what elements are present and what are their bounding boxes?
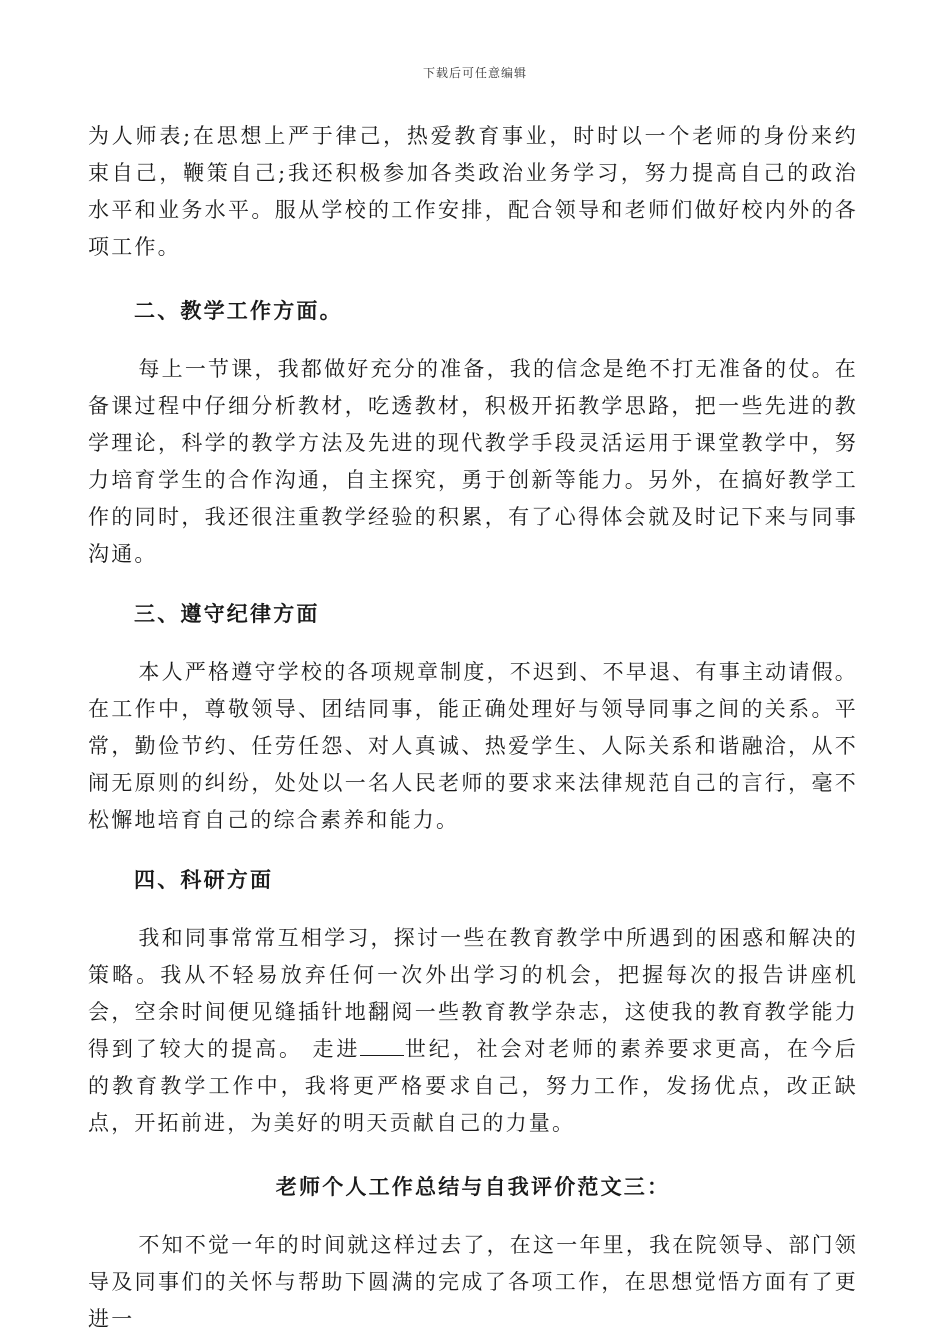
article-title-3: 老师个人工作总结与自我评价范文三： bbox=[275, 1174, 671, 1199]
document-body bbox=[88, 118, 858, 1338]
paragraph-teaching: 每上一节课，我都做好充分的准备，我的信念是绝不打无准备的仗。在备课过程中仔细分析教材，吃透教材，积极开拓教学思路，把一些先进的教学理论，科学的教学方法及先进的现代教学手段灵活运用于课堂教学中，努力培育学生的合作沟通，自主探究，勇于创新等能力。另外，在搞好教学工作的同时，我还很注重教学经验的积累，有了心得体会就及时记下来与同事沟通。 bbox=[88, 357, 858, 566]
page-header: 下载后可任意编辑 bbox=[422, 66, 527, 80]
section-heading-teaching: 二、教学工作方面。 bbox=[134, 298, 343, 323]
paragraph-discipline: 本人严格遵守学校的各项规章制度，不迟到、不早退、有事主动请假。在工作中，尊敬领导、团结同事，能正确处理好与领导同事之间的关系。平常，勤俭节约、任劳任怨、对人真诚、热爱学生、人际关系和谐融洽，从不闹无原则的纠纷，处处以一名人民老师的要求来法律规范自己的言行，毫不松懈地培育自己的综合素养和能力。 bbox=[88, 660, 858, 832]
section-heading-discipline: 三、遵守纪律方面 bbox=[134, 601, 320, 626]
blank-underline bbox=[360, 1054, 404, 1056]
paragraph-research bbox=[88, 920, 858, 1142]
paragraph-article3-intro: 不知不觉一年的时间就这样过去了，在这一年里，我在院领导、部门领导及同事们的关怀与帮助下圆满的完成了各项工作，在思想觉悟方面有了更进一 bbox=[88, 1233, 858, 1331]
paragraph-intro: 为人师表;在思想上严于律己，热爱教育事业，时时以一个老师的身份来约束自己，鞭策自己;我还积极参加各类政治业务学习，努力提高自己的政治水平和业务水平。服从学校的工作安排，配合领导和老师们做好校内外的各项工作。 bbox=[88, 124, 858, 259]
section-heading-research: 四、科研方面 bbox=[134, 867, 274, 892]
paragraph-research-part1: 我和同事常常互相学习，探讨一些在教育教学中所遇到的困惑和解决的策略。我从不轻易放弃任何一次外出学习的机会，把握每次的报告讲座机会，空余时间便见缝插针地翻阅一些教育教学杂志，这使我的教育教学能力得到了较大的提高。 走进 bbox=[88, 926, 858, 1061]
paragraph-research-part2: 世纪，社会对老师的素养要求更高，在今后的教育教学工作中，我将更严格要求自己，努力工作，发扬优点，改正缺点，开拓前进，为美好的明天贡献自己的力量。 bbox=[88, 1037, 858, 1135]
